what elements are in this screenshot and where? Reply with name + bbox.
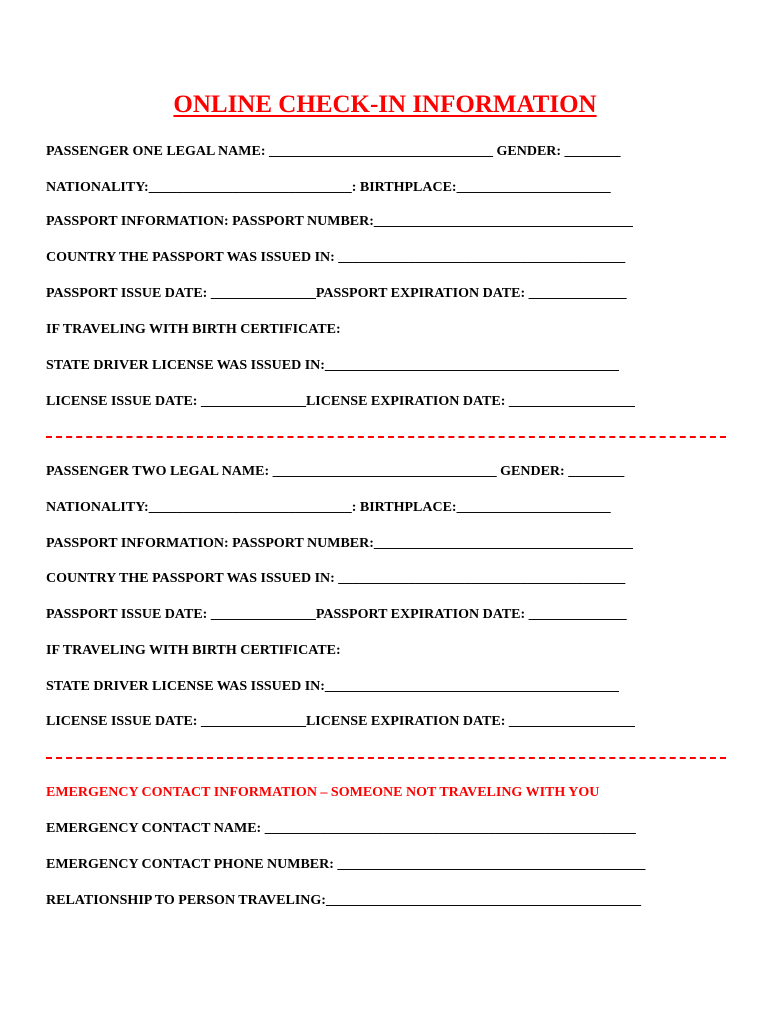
passenger-one-license-dates-line: LICENSE ISSUE DATE: _______________LICENSE EXPIRATION DATE: __________________ <box>46 394 635 409</box>
passenger-two-passport-number-line: PASSPORT INFORMATION: PASSPORT NUMBER:_____________________________________ <box>46 536 633 551</box>
passenger-one-nationality-line: NATIONALITY:_____________________________: BIRTHPLACE:______________________ <box>46 180 611 195</box>
emergency-contact-heading: EMERGENCY CONTACT INFORMATION – SOMEONE NOT TRAVELING WITH YOU <box>46 785 600 800</box>
section-divider-2 <box>46 757 726 759</box>
passenger-one-name-line: PASSENGER ONE LEGAL NAME: ________________________________ GENDER: ________ <box>46 144 621 159</box>
passenger-two-country-line: COUNTRY THE PASSPORT WAS ISSUED IN: _________________________________________ <box>46 571 626 586</box>
section-divider-1 <box>46 436 726 438</box>
passenger-two-state-license-line: STATE DRIVER LICENSE WAS ISSUED IN:__________________________________________ <box>46 679 619 694</box>
passenger-one-birth-cert-line: IF TRAVELING WITH BIRTH CERTIFICATE: <box>46 322 341 337</box>
passenger-one-state-license-line: STATE DRIVER LICENSE WAS ISSUED IN:__________________________________________ <box>46 358 619 373</box>
passenger-two-license-dates-line: LICENSE ISSUE DATE: _______________LICENSE EXPIRATION DATE: __________________ <box>46 714 635 729</box>
passenger-one-country-line: COUNTRY THE PASSPORT WAS ISSUED IN: _________________________________________ <box>46 250 626 265</box>
passenger-one-passport-dates-line: PASSPORT ISSUE DATE: _______________PASSPORT EXPIRATION DATE: ______________ <box>46 286 627 301</box>
page-title: ONLINE CHECK-IN INFORMATION <box>173 91 597 118</box>
passenger-two-passport-dates-line: PASSPORT ISSUE DATE: _______________PASSPORT EXPIRATION DATE: ______________ <box>46 607 627 622</box>
emergency-contact-name-line: EMERGENCY CONTACT NAME: _____________________________________________________ <box>46 821 636 836</box>
emergency-contact-phone-line: EMERGENCY CONTACT PHONE NUMBER: ____________________________________________ <box>46 857 646 872</box>
passenger-two-nationality-line: NATIONALITY:_____________________________: BIRTHPLACE:______________________ <box>46 500 611 515</box>
passenger-two-birth-cert-line: IF TRAVELING WITH BIRTH CERTIFICATE: <box>46 643 341 658</box>
passenger-one-passport-number-line: PASSPORT INFORMATION: PASSPORT NUMBER:_____________________________________ <box>46 214 633 229</box>
relationship-line: RELATIONSHIP TO PERSON TRAVELING:_____________________________________________ <box>46 893 641 908</box>
passenger-two-name-line: PASSENGER TWO LEGAL NAME: ________________________________ GENDER: ________ <box>46 464 625 479</box>
